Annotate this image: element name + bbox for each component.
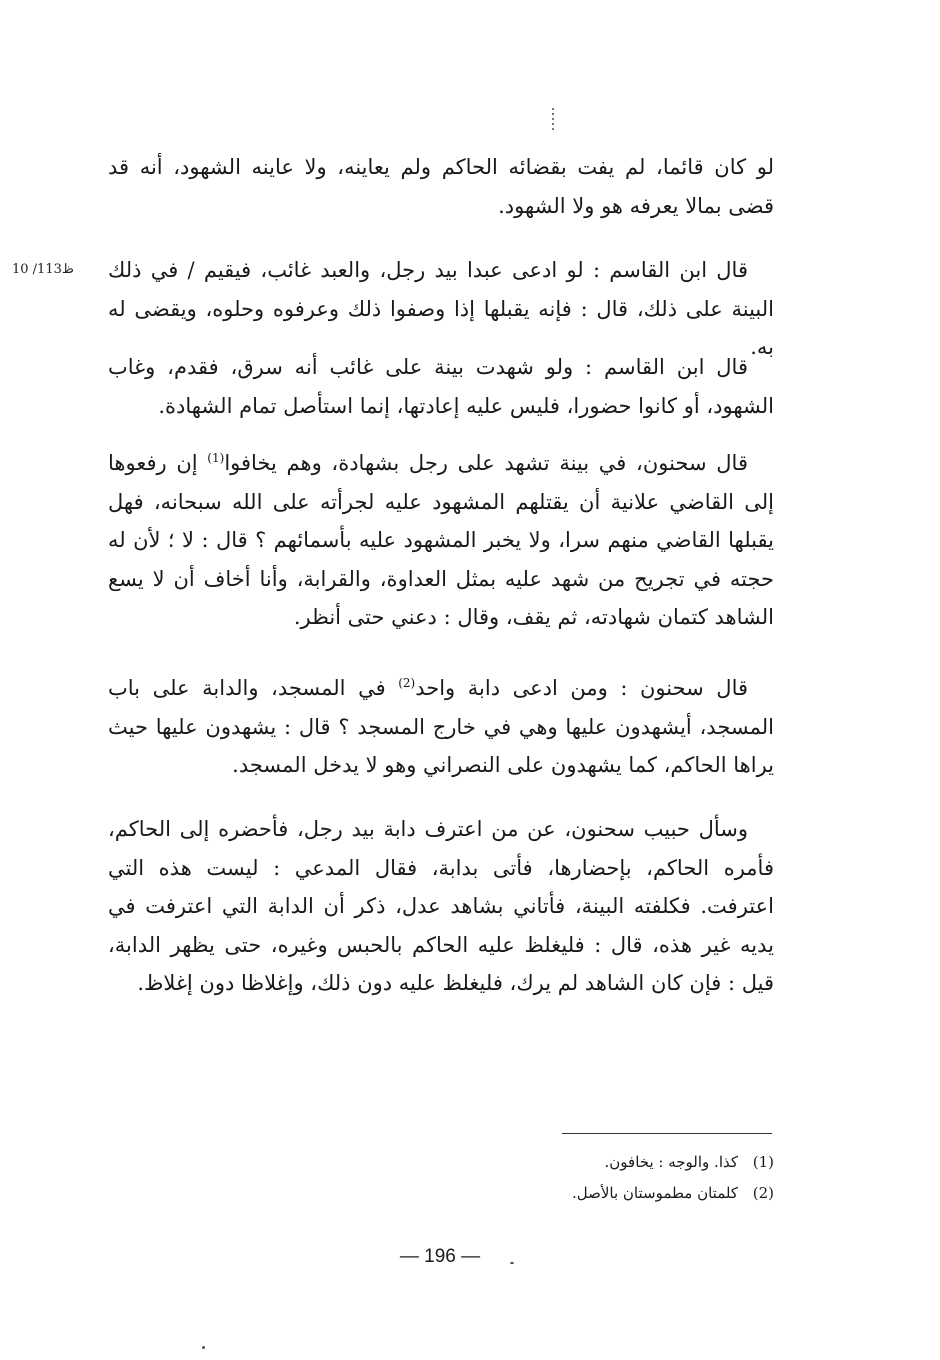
paragraph-5 [108,669,774,785]
paragraph-2: قال ابن القاسم : لو ادعى عبدا بيد رجل، والعبد غائب، فيقيم / في ذلك البينة على ذلك، قال : فإنه يقبلها إذا وصفوا ذلك وعرفوه وحلوه، ويقضى له به. [108,258,774,359]
paragraph-5-text-after: في المسجد، والدابة على باب المسجد، أيشهدون عليها وهي في خارج المسجد ؟ قال : يشهدون عليها حيث يراها الحاكم، كما يشهدون على النصراني وهو لا يدخل المسجد. [108,676,774,777]
paragraph-5-text-before: قال سحنون : ومن ادعى دابة واحد [415,676,749,700]
paragraph-4-text-after: إن رفعوها إلى القاضي علانية أن يقتلهم المشهود عليه لجرأته على الله سبحانه، فهل يقبلها القاضي منهم سرا، ولا يخبر المشهود عليه بأسمائهم ؟ قال : لا ؛ لأن له حجته في تجريح من شهد عليه بمثل العداوة، والقرابة، وأنا أخاف أن لا يسع الشاهد كتمان شهادته، ثم يقف، وقال : دعني حتى أنظر. [108,451,774,629]
paragraph-6: وسأل حبيب سحنون، عن من اعترف دابة بيد رجل، فأحضره إلى الحاكم، فأمره الحاكم، بإحضارها، فأتى بدابة، فقال المدعي : ليست هذه التي اعترفت. فكلفته البينة، فأتاني بشاهد عدل، ذكر أن الدابة التي اعترفت في يديه غير هذه، قال : فليغلظ عليه الحاكم بالحبس وغيره، حتى يظهر الدابة، قيل : فإن كان الشاهد لم يرك، فليغلظ عليه دون ذلك، وإغلاظا دون إغلاظ. [108,817,774,995]
paragraph-1: لو كان قائما، لم يفت بقضائه الحاكم ولم يعاينه، ولا عاينه الشهود، أنه قد قضى بمالا يعرفه هو ولا الشهود. [108,155,774,218]
paragraph-3: قال ابن القاسم : ولو شهدت بينة على غائب أنه سرق، فقدم، وغاب الشهود، أو كانوا حضورا، فليس عليه إعادتها، إنما استأصل تمام الشهادة. [108,355,774,418]
manuscript-folio-reference: 10 /113ظ [12,262,74,277]
footnote-2-text: كلمتان مطموستان بالأصل. [571,1184,738,1202]
footnote-1 [572,1147,774,1178]
paragraph-4-text-before: قال سحنون، في بينة تشهد على رجل بشهادة، وهم يخافوا [224,451,748,475]
scan-speck [510,1262,514,1264]
footnotes [572,1147,774,1209]
footnote-divider [562,1133,772,1134]
page-number: — 196 — [399,1246,481,1267]
footnote-1-number: (1) [752,1153,774,1171]
scan-speck [202,1346,205,1349]
footnote-2-number: (2) [752,1184,774,1202]
scan-mark [552,108,554,130]
paragraph-4 [108,444,774,637]
footnote-ref-1[interactable]: (1) [207,451,225,465]
footnote-2 [572,1178,774,1209]
footnote-1-text: كذا. والوجه : يخافون. [604,1153,738,1171]
footnote-ref-2[interactable]: (2) [398,676,416,690]
